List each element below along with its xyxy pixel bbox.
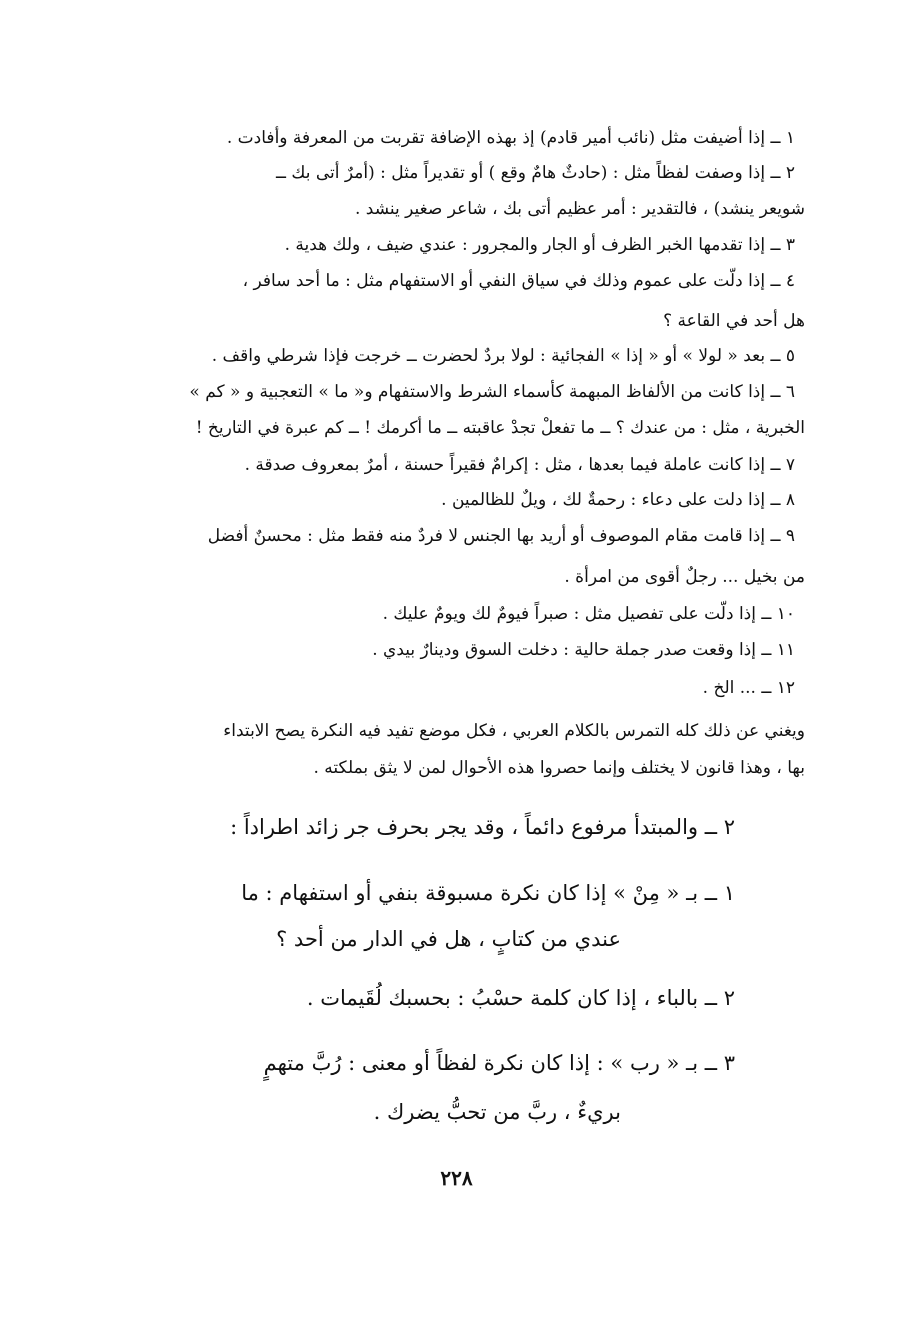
text-line: شويعر ينشد) ، فالتقدير : أمر عظيم أتى بك ، شاعر صغير ينشد . (355, 199, 805, 219)
text-line: هل أحد في القاعة ؟ (663, 311, 805, 331)
text-line: ١ ــ إذا أضيفت مثل (نائب أمير قادم) إذ بهذه الإضافة تقربت من المعرفة وأفادت . (226, 128, 795, 148)
page-number: ٢٢٨ (440, 1166, 473, 1190)
text-line: ١٠ ــ إذا دلّت على تفصيل مثل : صبراً فيومٌ لك ويومٌ عليك . (382, 604, 795, 624)
text-line: ٤ ــ إذا دلّت على عموم وذلك في سياق النفي أو الاستفهام مثل : ما أحد سافر ، (242, 271, 795, 291)
text-line: ٧ ــ إذا كانت عاملة فيما بعدها ، مثل : إكرامٌ فقيراً حسنة ، أمرٌ بمعروف صدقة . (244, 455, 795, 475)
text-line: الخبرية ، مثل : من عندك ؟ ــ ما تفعلْ تجدْ عاقبته ــ ما أكرمك ! ــ كم عبرة في التاريخ ! (195, 418, 805, 438)
text-line: ٥ ــ بعد « لولا » أو « إذا » الفجائية : لولا بردٌ لحضرت ــ خرجت فإذا شرطي واقف . (211, 346, 795, 366)
text-line: ٢ ــ والمبتدأ مرفوع دائماً ، وقد يجر بحرف جر زائد اطراداً : (230, 815, 735, 839)
text-line: بها ، وهذا قانون لا يختلف وإنما حصروا هذه الأحوال لمن لا يثق بملكته . (313, 758, 805, 778)
text-line: عندي من كتابٍ ، هل في الدار من أحد ؟ (276, 927, 621, 951)
text-line: ٣ ــ بـ « رب » : إذا كان نكرة لفظاً أو معنى : رُبَّ متهمٍ (263, 1051, 735, 1075)
text-line: من بخيل ... رجلٌ أقوى من امرأة . (564, 567, 805, 587)
text-line: ٦ ــ إذا كانت من الألفاظ المبهمة كأسماء الشرط والاستفهام و« ما » التعجبية و « كم » (189, 382, 795, 402)
text-line: ٨ ــ إذا دلت على دعاء : رحمةٌ لك ، ويلٌ للظالمين . (441, 490, 795, 510)
text-line: ١١ ــ إذا وقعت صدر جملة حالية : دخلت السوق ودينارٌ بيدي . (372, 640, 795, 660)
text-line: ٢ ــ بالباء ، إذا كان كلمة حسْبُ : بحسبك لُقَيمات . (306, 986, 735, 1010)
text-line: ٣ ــ إذا تقدمها الخبر الظرف أو الجار والمجرور : عندي ضيف ، ولك هدية . (284, 235, 795, 255)
text-line: بريءٌ ، ربَّ من تحبُّ يضرك . (373, 1100, 621, 1124)
text-line: ١ ــ بـ « مِنْ » إذا كان نكرة مسبوقة بنفي أو استفهام : ما (241, 881, 735, 905)
text-line: ١٢ ــ ... الخ . (702, 678, 795, 698)
text-line: ٢ ــ إذا وصفت لفظاً مثل : (حادثٌ هامٌ وقع ) أو تقديراً مثل : (أمرٌ أتى بك ــ (276, 163, 795, 183)
text-line: ويغني عن ذلك كله التمرس بالكلام العربي ، فكل موضع تفيد فيه النكرة يصح الابتداء (223, 721, 805, 741)
text-line: ٩ ــ إذا قامت مقام الموصوف أو أريد بها الجنس لا فردٌ منه فقط مثل : محسنٌ أفضل (207, 526, 795, 546)
